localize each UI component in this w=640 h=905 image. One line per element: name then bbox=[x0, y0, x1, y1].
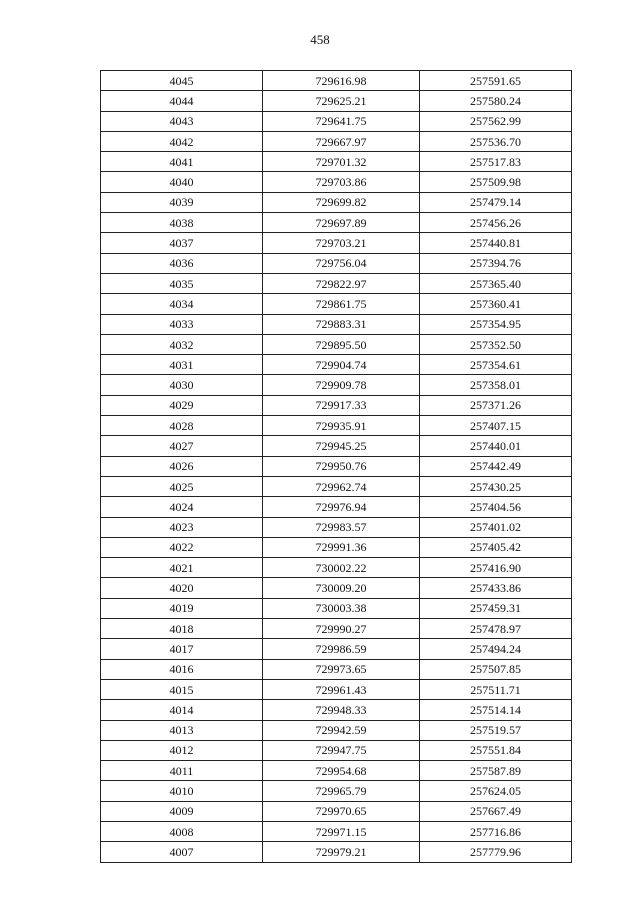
x-coordinate-cell: 729976.94 bbox=[263, 497, 420, 517]
x-coordinate-cell: 729947.75 bbox=[263, 740, 420, 760]
table-row bbox=[101, 71, 572, 91]
x-coordinate-cell: 730003.38 bbox=[263, 598, 420, 618]
x-coordinate-cell: 729979.21 bbox=[263, 842, 420, 862]
x-coordinate-cell: 729971.15 bbox=[263, 821, 420, 841]
x-coordinate-cell: 730002.22 bbox=[263, 558, 420, 578]
x-coordinate-cell: 729973.65 bbox=[263, 659, 420, 679]
point-number-cell: 4043 bbox=[101, 111, 263, 131]
point-number-cell: 4032 bbox=[101, 334, 263, 354]
table-row bbox=[101, 131, 572, 151]
table-row bbox=[101, 395, 572, 415]
point-number-cell: 4034 bbox=[101, 294, 263, 314]
y-coordinate-cell: 257401.02 bbox=[420, 517, 572, 537]
y-coordinate-cell: 257442.49 bbox=[420, 456, 572, 476]
x-coordinate-cell: 729990.27 bbox=[263, 619, 420, 639]
table-row bbox=[101, 334, 572, 354]
point-number-cell: 4025 bbox=[101, 476, 263, 496]
page-number: 458 bbox=[310, 32, 330, 47]
table-row bbox=[101, 456, 572, 476]
table-row bbox=[101, 619, 572, 639]
table-row bbox=[101, 436, 572, 456]
point-number-cell: 4024 bbox=[101, 497, 263, 517]
point-number-cell: 4020 bbox=[101, 578, 263, 598]
table-row bbox=[101, 558, 572, 578]
y-coordinate-cell: 257440.81 bbox=[420, 233, 572, 253]
y-coordinate-cell: 257507.85 bbox=[420, 659, 572, 679]
table-row bbox=[101, 679, 572, 699]
table-row bbox=[101, 314, 572, 334]
y-coordinate-cell: 257394.76 bbox=[420, 253, 572, 273]
x-coordinate-cell: 730009.20 bbox=[263, 578, 420, 598]
y-coordinate-cell: 257667.49 bbox=[420, 801, 572, 821]
y-coordinate-cell: 257433.86 bbox=[420, 578, 572, 598]
point-number-cell: 4021 bbox=[101, 558, 263, 578]
y-coordinate-cell: 257479.14 bbox=[420, 192, 572, 212]
table-row bbox=[101, 821, 572, 841]
x-coordinate-cell: 729954.68 bbox=[263, 761, 420, 781]
table-row bbox=[101, 233, 572, 253]
table-row bbox=[101, 172, 572, 192]
point-number-cell: 4026 bbox=[101, 456, 263, 476]
point-number-cell: 4018 bbox=[101, 619, 263, 639]
point-number-cell: 4044 bbox=[101, 91, 263, 111]
table-row bbox=[101, 375, 572, 395]
y-coordinate-cell: 257405.42 bbox=[420, 537, 572, 557]
table-row bbox=[101, 273, 572, 293]
y-coordinate-cell: 257514.14 bbox=[420, 700, 572, 720]
point-number-cell: 4010 bbox=[101, 781, 263, 801]
table-row bbox=[101, 91, 572, 111]
x-coordinate-cell: 729965.79 bbox=[263, 781, 420, 801]
point-number-cell: 4016 bbox=[101, 659, 263, 679]
point-number-cell: 4017 bbox=[101, 639, 263, 659]
y-coordinate-cell: 257358.01 bbox=[420, 375, 572, 395]
table-row bbox=[101, 761, 572, 781]
point-number-cell: 4040 bbox=[101, 172, 263, 192]
point-number-cell: 4019 bbox=[101, 598, 263, 618]
x-coordinate-cell: 729986.59 bbox=[263, 639, 420, 659]
x-coordinate-cell: 729904.74 bbox=[263, 355, 420, 375]
table-row bbox=[101, 537, 572, 557]
y-coordinate-cell: 257624.05 bbox=[420, 781, 572, 801]
x-coordinate-cell: 729703.86 bbox=[263, 172, 420, 192]
point-number-cell: 4033 bbox=[101, 314, 263, 334]
table-row bbox=[101, 781, 572, 801]
y-coordinate-cell: 257591.65 bbox=[420, 71, 572, 91]
point-number-cell: 4023 bbox=[101, 517, 263, 537]
point-number-cell: 4038 bbox=[101, 213, 263, 233]
x-coordinate-cell: 729616.98 bbox=[263, 71, 420, 91]
point-number-cell: 4014 bbox=[101, 700, 263, 720]
y-coordinate-cell: 257536.70 bbox=[420, 131, 572, 151]
point-number-cell: 4011 bbox=[101, 761, 263, 781]
table-row bbox=[101, 639, 572, 659]
y-coordinate-cell: 257354.95 bbox=[420, 314, 572, 334]
x-coordinate-cell: 729861.75 bbox=[263, 294, 420, 314]
table-row bbox=[101, 497, 572, 517]
y-coordinate-cell: 257562.99 bbox=[420, 111, 572, 131]
point-number-cell: 4015 bbox=[101, 679, 263, 699]
table-row bbox=[101, 152, 572, 172]
table-row bbox=[101, 740, 572, 760]
table-row bbox=[101, 213, 572, 233]
x-coordinate-cell: 729909.78 bbox=[263, 375, 420, 395]
point-number-cell: 4039 bbox=[101, 192, 263, 212]
point-number-cell: 4042 bbox=[101, 131, 263, 151]
x-coordinate-cell: 729625.21 bbox=[263, 91, 420, 111]
point-number-cell: 4027 bbox=[101, 436, 263, 456]
table-row bbox=[101, 659, 572, 679]
y-coordinate-cell: 257779.96 bbox=[420, 842, 572, 862]
table-row bbox=[101, 294, 572, 314]
table-row bbox=[101, 517, 572, 537]
table-row bbox=[101, 842, 572, 862]
table-row bbox=[101, 700, 572, 720]
x-coordinate-cell: 729667.97 bbox=[263, 131, 420, 151]
table-row bbox=[101, 801, 572, 821]
coordinates-table-body bbox=[101, 71, 572, 863]
x-coordinate-cell: 729917.33 bbox=[263, 395, 420, 415]
table-row bbox=[101, 578, 572, 598]
y-coordinate-cell: 257511.71 bbox=[420, 679, 572, 699]
y-coordinate-cell: 257551.84 bbox=[420, 740, 572, 760]
point-number-cell: 4041 bbox=[101, 152, 263, 172]
point-number-cell: 4037 bbox=[101, 233, 263, 253]
y-coordinate-cell: 257517.83 bbox=[420, 152, 572, 172]
x-coordinate-cell: 729950.76 bbox=[263, 456, 420, 476]
x-coordinate-cell: 729703.21 bbox=[263, 233, 420, 253]
point-number-cell: 4031 bbox=[101, 355, 263, 375]
point-number-cell: 4007 bbox=[101, 842, 263, 862]
point-number-cell: 4012 bbox=[101, 740, 263, 760]
point-number-cell: 4029 bbox=[101, 395, 263, 415]
y-coordinate-cell: 257352.50 bbox=[420, 334, 572, 354]
y-coordinate-cell: 257459.31 bbox=[420, 598, 572, 618]
x-coordinate-cell: 729697.89 bbox=[263, 213, 420, 233]
table-row bbox=[101, 416, 572, 436]
point-number-cell: 4013 bbox=[101, 720, 263, 740]
point-number-cell: 4030 bbox=[101, 375, 263, 395]
x-coordinate-cell: 729948.33 bbox=[263, 700, 420, 720]
x-coordinate-cell: 729970.65 bbox=[263, 801, 420, 821]
point-number-cell: 4036 bbox=[101, 253, 263, 273]
point-number-cell: 4009 bbox=[101, 801, 263, 821]
x-coordinate-cell: 729945.25 bbox=[263, 436, 420, 456]
table-row bbox=[101, 598, 572, 618]
x-coordinate-cell: 729641.75 bbox=[263, 111, 420, 131]
x-coordinate-cell: 729883.31 bbox=[263, 314, 420, 334]
y-coordinate-cell: 257440.01 bbox=[420, 436, 572, 456]
y-coordinate-cell: 257716.86 bbox=[420, 821, 572, 841]
x-coordinate-cell: 729935.91 bbox=[263, 416, 420, 436]
y-coordinate-cell: 257509.98 bbox=[420, 172, 572, 192]
x-coordinate-cell: 729991.36 bbox=[263, 537, 420, 557]
y-coordinate-cell: 257371.26 bbox=[420, 395, 572, 415]
x-coordinate-cell: 729961.43 bbox=[263, 679, 420, 699]
y-coordinate-cell: 257360.41 bbox=[420, 294, 572, 314]
y-coordinate-cell: 257494.24 bbox=[420, 639, 572, 659]
x-coordinate-cell: 729962.74 bbox=[263, 476, 420, 496]
table-row bbox=[101, 476, 572, 496]
coordinates-table bbox=[100, 70, 572, 863]
y-coordinate-cell: 257365.40 bbox=[420, 273, 572, 293]
point-number-cell: 4045 bbox=[101, 71, 263, 91]
table-row bbox=[101, 253, 572, 273]
table-row bbox=[101, 720, 572, 740]
y-coordinate-cell: 257354.61 bbox=[420, 355, 572, 375]
y-coordinate-cell: 257416.90 bbox=[420, 558, 572, 578]
point-number-cell: 4035 bbox=[101, 273, 263, 293]
y-coordinate-cell: 257404.56 bbox=[420, 497, 572, 517]
y-coordinate-cell: 257519.57 bbox=[420, 720, 572, 740]
x-coordinate-cell: 729942.59 bbox=[263, 720, 420, 740]
x-coordinate-cell: 729983.57 bbox=[263, 517, 420, 537]
x-coordinate-cell: 729699.82 bbox=[263, 192, 420, 212]
y-coordinate-cell: 257478.97 bbox=[420, 619, 572, 639]
point-number-cell: 4008 bbox=[101, 821, 263, 841]
y-coordinate-cell: 257456.26 bbox=[420, 213, 572, 233]
y-coordinate-cell: 257587.89 bbox=[420, 761, 572, 781]
table-row bbox=[101, 355, 572, 375]
x-coordinate-cell: 729701.32 bbox=[263, 152, 420, 172]
y-coordinate-cell: 257430.25 bbox=[420, 476, 572, 496]
x-coordinate-cell: 729756.04 bbox=[263, 253, 420, 273]
point-number-cell: 4028 bbox=[101, 416, 263, 436]
point-number-cell: 4022 bbox=[101, 537, 263, 557]
x-coordinate-cell: 729822.97 bbox=[263, 273, 420, 293]
y-coordinate-cell: 257407.15 bbox=[420, 416, 572, 436]
x-coordinate-cell: 729895.50 bbox=[263, 334, 420, 354]
table-row bbox=[101, 111, 572, 131]
table-row bbox=[101, 192, 572, 212]
y-coordinate-cell: 257580.24 bbox=[420, 91, 572, 111]
